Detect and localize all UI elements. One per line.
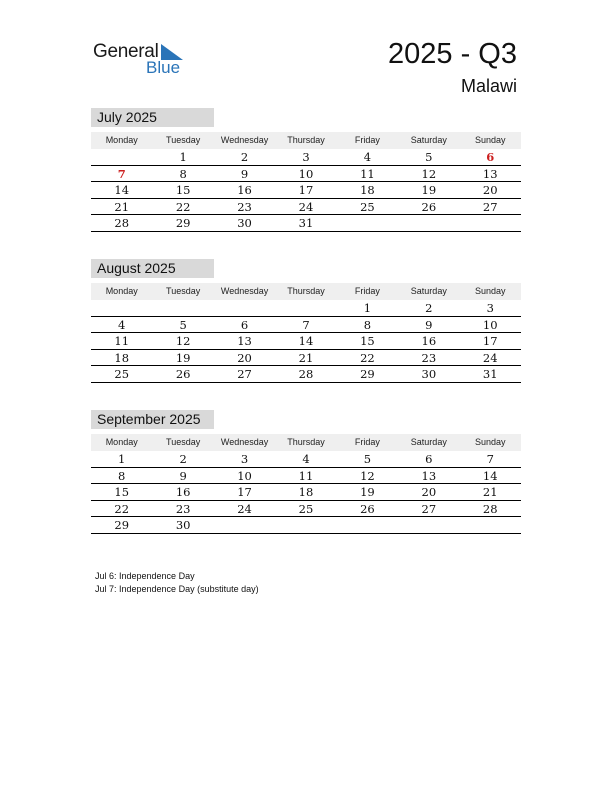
day-cell: 31 (482, 367, 498, 382)
day-cell: 23 (175, 501, 191, 516)
empty-day-cell (398, 517, 459, 533)
week-row (91, 182, 521, 199)
weekday-header: Saturday (410, 286, 447, 296)
country-name: Malawi (460, 76, 517, 96)
logo-blue-text: Blue (146, 58, 181, 77)
day-cell: 5 (179, 317, 187, 332)
weekday-header: Sunday (474, 437, 506, 447)
day-cell: 13 (421, 468, 437, 483)
day-cell: 10 (482, 317, 498, 332)
day-cell: 27 (421, 501, 437, 516)
weekday-header: Friday (354, 135, 380, 145)
day-cell: 9 (240, 166, 249, 181)
week-row (91, 350, 521, 367)
day-cell: 1 (179, 150, 187, 164)
day-cell: 16 (175, 485, 191, 500)
day-cell: 7 (117, 166, 126, 181)
weekday-header: Wednesday (220, 286, 269, 296)
week-row (91, 451, 521, 468)
day-cell: 14 (114, 183, 130, 198)
day-cell: 12 (421, 166, 437, 181)
day-cell: 26 (421, 199, 437, 214)
day-cell: 8 (179, 166, 187, 181)
day-cell: 10 (298, 166, 314, 181)
day-cell: 7 (486, 452, 494, 466)
day-cell: 20 (482, 183, 498, 198)
day-cell: 4 (302, 452, 310, 466)
day-cell: 12 (360, 468, 375, 483)
day-cell: 18 (114, 350, 130, 365)
holiday-note: Jul 7: Independence Day (substitute day) (95, 584, 259, 594)
day-cell: 5 (425, 150, 433, 164)
day-cell: 15 (360, 334, 375, 349)
page-title: 2025 - Q3 (388, 38, 517, 70)
day-cell: 6 (486, 150, 495, 164)
day-cell: 29 (175, 216, 191, 231)
empty-day-cell (275, 300, 336, 316)
weekday-header: Thursday (287, 135, 325, 145)
weekday-header: Saturday (410, 437, 447, 447)
day-cell: 14 (298, 334, 314, 349)
day-cell: 29 (360, 367, 375, 382)
day-cell: 13 (482, 166, 498, 181)
day-cell: 7 (302, 317, 310, 332)
logo-general-text: General (93, 41, 159, 62)
weekday-header: Monday (105, 135, 138, 145)
empty-day-cell (91, 149, 152, 165)
weekday-header: Saturday (410, 135, 447, 145)
day-cell: 25 (114, 367, 130, 382)
week-row (91, 517, 521, 534)
empty-day-cell (337, 517, 398, 533)
weekday-header: Tuesday (166, 437, 201, 447)
day-cell: 25 (298, 501, 314, 516)
day-cell: 6 (240, 317, 249, 332)
holiday-note: Jul 6: Independence Day (95, 571, 195, 581)
day-cell: 27 (482, 199, 498, 214)
day-cell: 17 (298, 183, 314, 198)
week-row (91, 149, 521, 166)
empty-day-cell (91, 300, 152, 316)
empty-day-cell (460, 517, 521, 533)
day-cell: 24 (298, 199, 314, 214)
day-cell: 14 (482, 468, 498, 483)
empty-day-cell (214, 300, 275, 316)
empty-day-cell (152, 300, 213, 316)
day-cell: 21 (114, 199, 130, 214)
weekday-header: Sunday (474, 135, 506, 145)
week-row (91, 333, 521, 350)
day-cell: 28 (298, 367, 314, 382)
empty-day-cell (337, 215, 398, 231)
day-cell: 28 (114, 216, 130, 231)
day-cell: 11 (298, 468, 314, 483)
day-cell: 17 (482, 334, 498, 349)
day-cell: 2 (240, 150, 249, 164)
day-cell: 20 (421, 485, 437, 500)
weekday-header: Friday (354, 286, 380, 296)
weekday-header: Thursday (287, 286, 325, 296)
weekday-header: Monday (105, 437, 138, 447)
day-cell: 21 (482, 485, 498, 500)
day-cell: 30 (175, 518, 191, 533)
weekday-header: Wednesday (220, 437, 269, 447)
day-cell: 8 (363, 317, 372, 332)
day-cell: 16 (237, 183, 252, 198)
day-cell: 12 (175, 334, 191, 349)
day-cell: 20 (237, 350, 252, 365)
day-cell: 13 (237, 334, 252, 349)
day-cell: 23 (237, 199, 252, 214)
day-cell: 5 (363, 452, 372, 466)
weekday-header-row (91, 132, 521, 149)
day-cell: 22 (360, 350, 375, 365)
month-grid (91, 283, 521, 383)
day-cell: 24 (237, 501, 252, 516)
day-cell: 15 (175, 183, 191, 198)
day-cell: 28 (482, 501, 498, 516)
month-grid (91, 434, 521, 534)
weekday-header: Thursday (287, 437, 325, 447)
day-cell: 11 (360, 166, 375, 181)
day-cell: 3 (486, 301, 494, 315)
day-cell: 17 (237, 485, 252, 500)
day-cell: 23 (421, 350, 437, 365)
day-cell: 18 (298, 485, 314, 500)
weekday-header: Sunday (474, 286, 506, 296)
day-cell: 16 (421, 334, 437, 349)
day-cell: 30 (421, 367, 437, 382)
day-cell: 3 (302, 150, 310, 164)
day-cell: 4 (363, 150, 372, 164)
month-label: September 2025 (91, 410, 214, 429)
day-cell: 6 (425, 452, 433, 466)
day-cell: 27 (237, 367, 252, 382)
day-cell: 19 (175, 350, 191, 365)
day-cell: 3 (240, 452, 249, 466)
day-cell: 18 (360, 183, 375, 198)
empty-day-cell (214, 517, 275, 533)
day-cell: 22 (175, 199, 191, 214)
day-cell: 29 (114, 518, 130, 533)
day-cell: 1 (118, 452, 126, 466)
empty-day-cell (275, 517, 336, 533)
day-cell: 31 (298, 216, 314, 231)
week-row (91, 484, 521, 501)
weekday-header: Friday (354, 437, 380, 447)
month-label: August 2025 (91, 259, 214, 278)
weekday-header-row (91, 283, 521, 300)
day-cell: 30 (237, 216, 252, 231)
week-row (91, 501, 521, 518)
week-row (91, 366, 521, 383)
week-row (91, 199, 521, 216)
logo (93, 41, 193, 81)
week-row (91, 317, 521, 334)
day-cell: 24 (482, 350, 498, 365)
day-cell: 26 (175, 367, 191, 382)
day-cell: 4 (118, 317, 126, 332)
week-row (91, 215, 521, 232)
day-cell: 9 (425, 317, 433, 332)
weekday-header-row (91, 434, 521, 451)
weekday-header: Wednesday (220, 135, 269, 145)
day-cell: 2 (425, 301, 433, 315)
empty-day-cell (398, 215, 459, 231)
day-cell: 11 (114, 334, 130, 349)
day-cell: 25 (360, 199, 375, 214)
day-cell: 8 (118, 468, 126, 483)
day-cell: 15 (114, 485, 130, 500)
day-cell: 19 (421, 183, 437, 198)
month-grid (91, 132, 521, 232)
day-cell: 1 (363, 301, 372, 315)
week-row (91, 468, 521, 485)
weekday-header: Tuesday (166, 286, 201, 296)
weekday-header: Monday (105, 286, 138, 296)
empty-day-cell (460, 215, 521, 231)
day-cell: 21 (298, 350, 314, 365)
day-cell: 2 (179, 452, 187, 466)
month-label: July 2025 (91, 108, 214, 127)
week-row (91, 300, 521, 317)
day-cell: 19 (360, 485, 375, 500)
day-cell: 10 (237, 468, 252, 483)
day-cell: 22 (114, 501, 130, 516)
holiday-notes (95, 570, 259, 596)
day-cell: 26 (360, 501, 375, 516)
week-row (91, 166, 521, 183)
day-cell: 9 (179, 468, 187, 483)
weekday-header: Tuesday (166, 135, 201, 145)
